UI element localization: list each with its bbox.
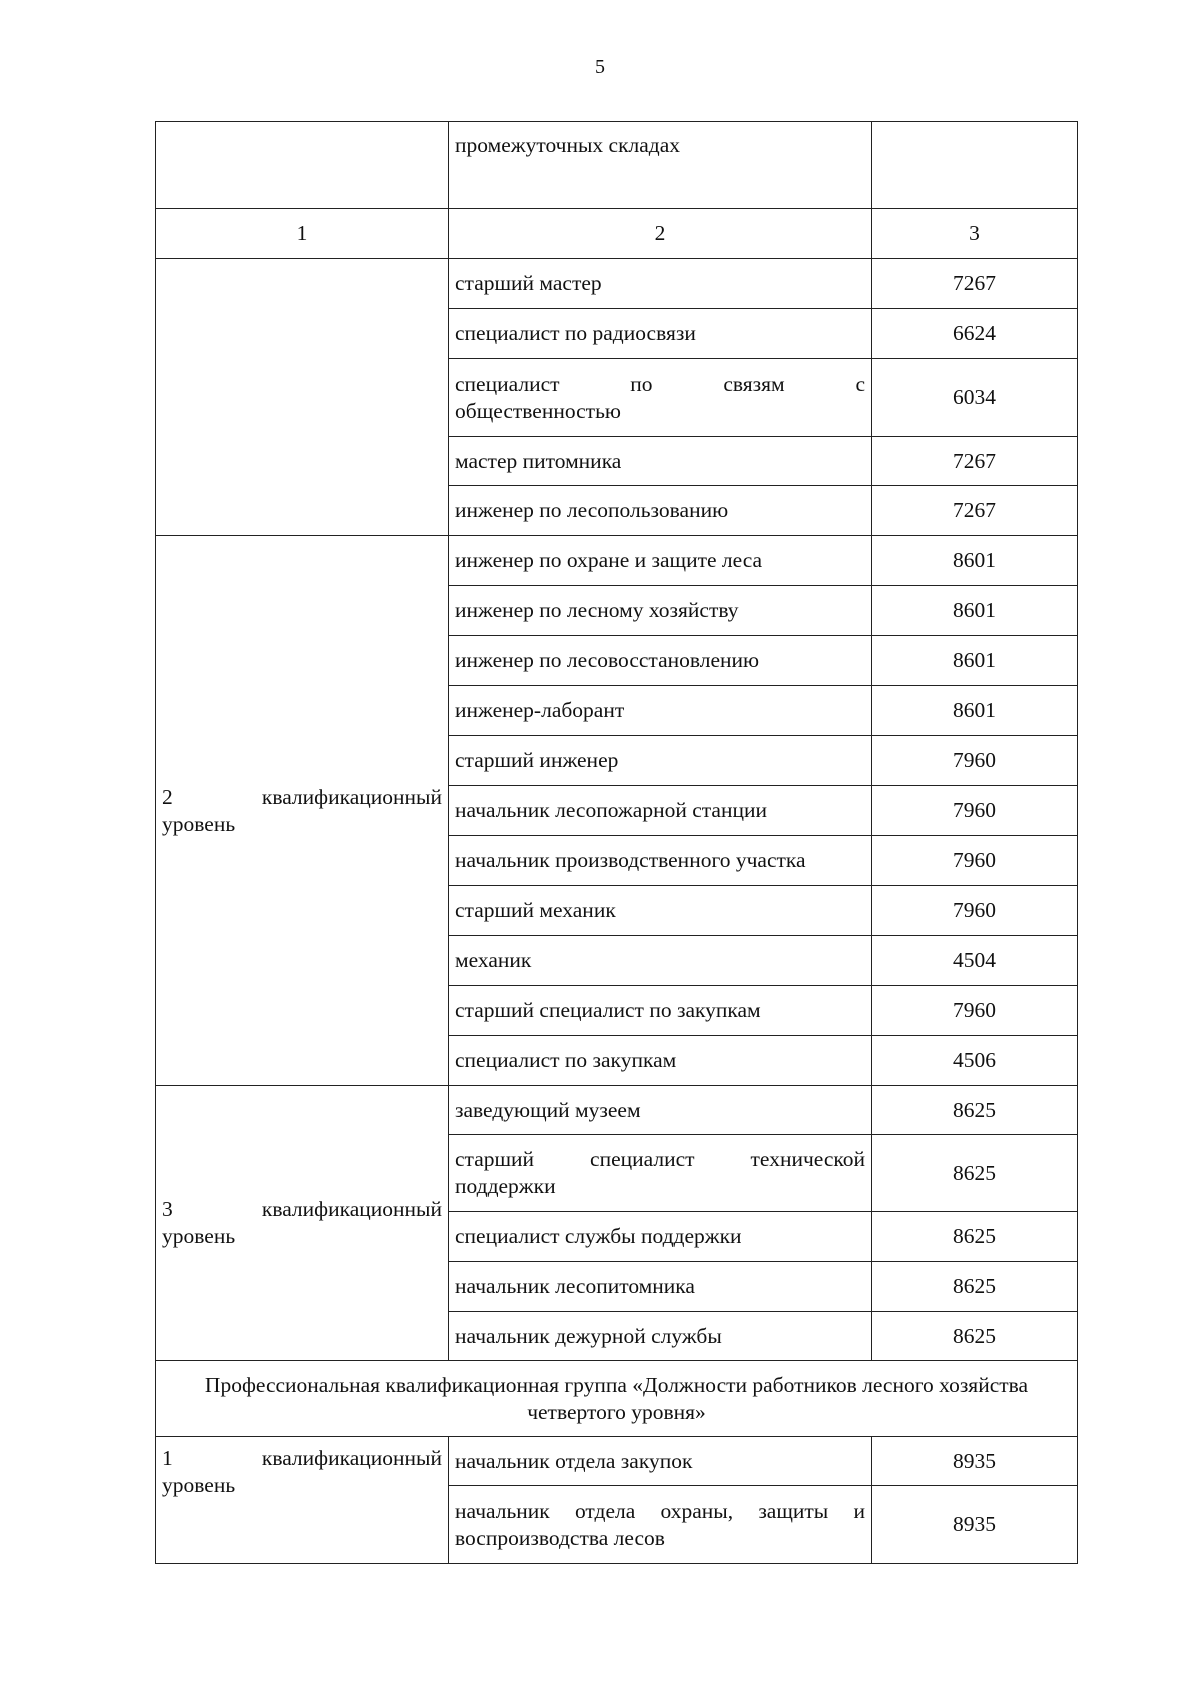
qualification-level-cell	[156, 536, 449, 1086]
position-name	[449, 1135, 872, 1212]
salary-value: 7267	[872, 486, 1078, 536]
position-name-line-1: специалист по связям с	[455, 371, 865, 396]
position-name: старший механик	[449, 886, 872, 936]
salary-value: 8625	[872, 1212, 1078, 1262]
table-cell	[872, 122, 1078, 209]
level-cell-empty	[156, 259, 449, 536]
position-name-line-1: старший специалист технической	[455, 1147, 865, 1171]
column-number-2: 2	[449, 209, 872, 259]
position-name: инженер по лесопользованию	[449, 486, 872, 536]
position-name: начальник лесопожарной станции	[449, 786, 872, 836]
salary-value: 4504	[872, 936, 1078, 986]
column-numbers-row	[156, 209, 1078, 259]
column-number-1: 1	[156, 209, 449, 259]
position-name: механик	[449, 936, 872, 986]
salary-value: 8601	[872, 536, 1078, 586]
level-number: 2	[162, 784, 173, 809]
table-row	[156, 259, 1078, 309]
position-name: начальник лесопитомника	[449, 1262, 872, 1312]
salary-table	[155, 121, 1078, 1564]
salary-value: 4506	[872, 1036, 1078, 1086]
salary-value: 6034	[872, 359, 1078, 437]
position-name: инженер по охране и защите леса	[449, 536, 872, 586]
table-row	[156, 1437, 1078, 1486]
salary-value: 7960	[872, 986, 1078, 1036]
position-name: инженер по лесному хозяйству	[449, 586, 872, 636]
table-cell	[156, 122, 449, 209]
salary-value: 8935	[872, 1486, 1078, 1564]
level-word: квалификационный	[261, 784, 442, 809]
salary-value: 8935	[872, 1437, 1078, 1486]
page-number: 5	[595, 56, 605, 78]
position-name: старший инженер	[449, 736, 872, 786]
position-name: заведующий музеем	[449, 1086, 872, 1135]
level-word: квалификационный	[261, 1446, 442, 1470]
salary-value: 7960	[872, 886, 1078, 936]
group-heading: Профессиональная квалификационная группа «Должности работников лесного хозяйства четвертого уровня»	[156, 1361, 1078, 1437]
position-name	[449, 1486, 872, 1564]
position-name: мастер питомника	[449, 437, 872, 486]
position-name: начальник отдела закупок	[449, 1437, 872, 1486]
group-heading-row	[156, 1361, 1078, 1437]
column-number-3: 3	[872, 209, 1078, 259]
table-row	[156, 1086, 1078, 1135]
salary-value: 8625	[872, 1135, 1078, 1212]
level-suffix: уровень	[162, 1224, 236, 1248]
salary-value: 7960	[872, 786, 1078, 836]
qualification-level-cell	[156, 1437, 449, 1564]
position-name: специалист по радиосвязи	[449, 309, 872, 359]
position-name: начальник производственного участка	[449, 836, 872, 886]
salary-value: 7267	[872, 437, 1078, 486]
salary-value: 8601	[872, 586, 1078, 636]
level-suffix: уровень	[162, 1473, 236, 1497]
salary-value: 7960	[872, 736, 1078, 786]
table-row	[156, 122, 1078, 209]
position-name: инженер по лесовосстановлению	[449, 636, 872, 686]
salary-value: 8601	[872, 686, 1078, 736]
position-name-line-2: воспроизводства лесов	[455, 1525, 665, 1550]
position-name-line-2: общественностью	[455, 398, 621, 423]
salary-value: 8625	[872, 1312, 1078, 1361]
position-name: специалист по закупкам	[449, 1036, 872, 1086]
salary-value: 8625	[872, 1086, 1078, 1135]
level-word: квалификационный	[261, 1197, 442, 1221]
salary-value: 7960	[872, 836, 1078, 886]
position-name: инженер-лаборант	[449, 686, 872, 736]
position-name: старший мастер	[449, 259, 872, 309]
position-name: старший специалист по закупкам	[449, 986, 872, 1036]
salary-value: 8625	[872, 1262, 1078, 1312]
salary-value: 6624	[872, 309, 1078, 359]
salary-value: 7267	[872, 259, 1078, 309]
table-row	[156, 536, 1078, 586]
position-name: специалист службы поддержки	[449, 1212, 872, 1262]
position-name	[449, 359, 872, 437]
level-suffix: уровень	[162, 811, 236, 836]
position-name-line-2: поддержки	[455, 1174, 556, 1198]
salary-value: 8601	[872, 636, 1078, 686]
level-number: 3	[162, 1197, 173, 1221]
position-name: промежуточных складах	[449, 122, 872, 209]
qualification-level-cell	[156, 1086, 449, 1361]
position-name: начальник дежурной службы	[449, 1312, 872, 1361]
level-number: 1	[162, 1446, 173, 1470]
position-name-line-1: начальник отдела охраны, защиты и	[455, 1498, 865, 1523]
